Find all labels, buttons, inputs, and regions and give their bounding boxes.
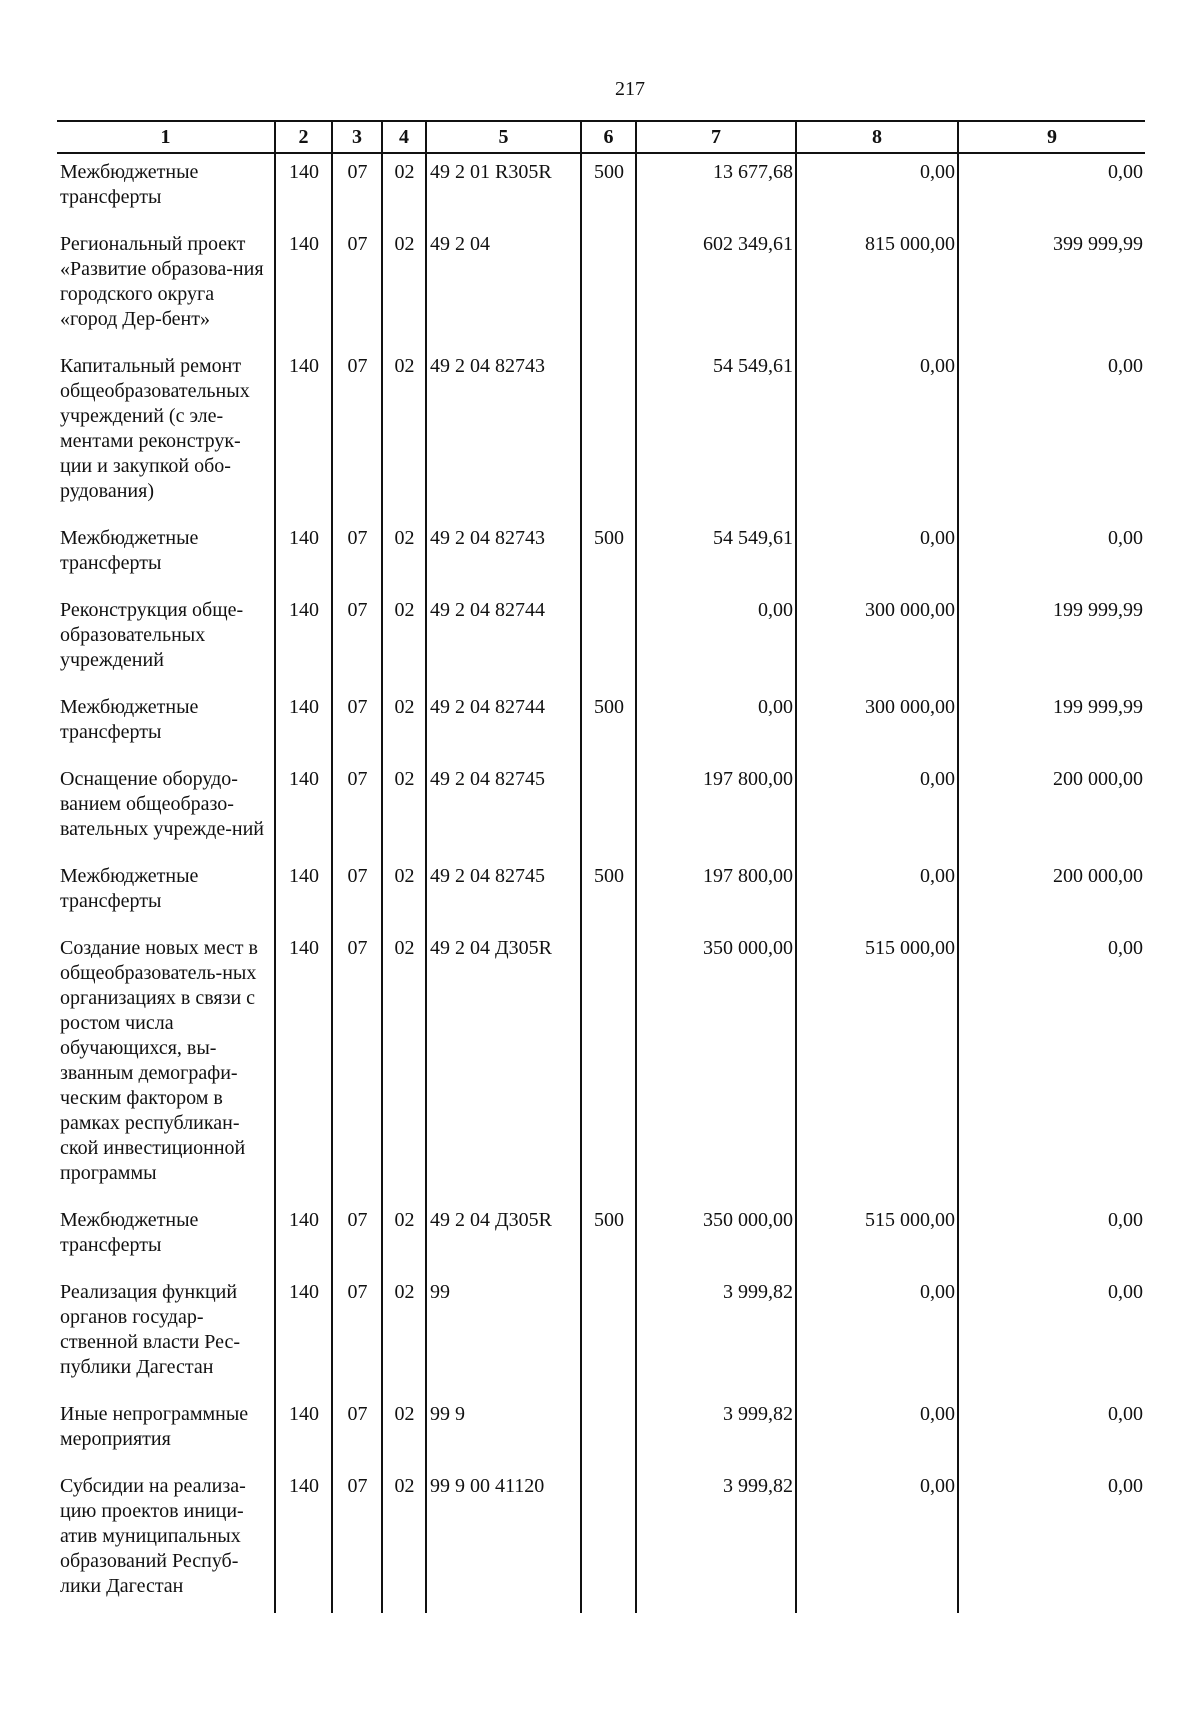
amount-col8-cell: 0,00 (796, 1272, 958, 1394)
amount-col8-cell: 300 000,00 (796, 590, 958, 687)
expense-type-code-cell: 500 (581, 153, 636, 224)
section-code-cell: 07 (332, 928, 382, 1200)
subsection-code-cell: 02 (382, 1466, 426, 1613)
ministry-code-cell: 140 (275, 687, 332, 759)
column-header: 6 (581, 121, 636, 153)
target-item-code-cell: 49 2 04 (426, 224, 581, 346)
amount-col8-cell: 0,00 (796, 346, 958, 518)
amount-col8-cell: 515 000,00 (796, 928, 958, 1200)
item-name-cell: Капитальный ремонт общеобразовательных учреждений (с эле-ментами реконструк-ции и закупкой обо-рудования) (60, 355, 250, 502)
table-row (57, 153, 1145, 224)
target-item-code-cell: 49 2 04 82743 (426, 346, 581, 518)
column-header: 5 (426, 121, 581, 153)
amount-col7-cell: 0,00 (636, 590, 796, 687)
target-item-code-cell: 49 2 04 Д305R (426, 1200, 581, 1272)
column-header: 3 (332, 121, 382, 153)
table-row (57, 1466, 1145, 1613)
subsection-code-cell: 02 (382, 224, 426, 346)
item-name-cell: Оснащение оборудо-ванием общеобразо-вательных учрежде-ний (60, 768, 264, 840)
amount-col7-cell: 54 549,61 (636, 346, 796, 518)
expense-type-code-cell: 500 (581, 518, 636, 590)
subsection-code-cell: 02 (382, 928, 426, 1200)
amount-col7-cell: 0,00 (636, 687, 796, 759)
target-item-code-cell: 99 9 00 41120 (426, 1466, 581, 1613)
subsection-code-cell: 02 (382, 346, 426, 518)
table-row (57, 687, 1145, 759)
item-name-cell: Реконструкция обще-образовательных учреждений (60, 599, 244, 671)
amount-col9-cell: 200 000,00 (958, 856, 1145, 928)
amount-col8-cell: 515 000,00 (796, 1200, 958, 1272)
table-row (57, 346, 1145, 518)
budget-table (57, 120, 1145, 1613)
expense-type-code-cell (581, 1272, 636, 1394)
section-code-cell: 07 (332, 856, 382, 928)
amount-col8-cell: 0,00 (796, 759, 958, 856)
section-code-cell: 07 (332, 224, 382, 346)
amount-col9-cell: 0,00 (958, 1200, 1145, 1272)
target-item-code-cell: 49 2 04 82744 (426, 687, 581, 759)
target-item-code-cell: 49 2 04 82743 (426, 518, 581, 590)
amount-col9-cell: 0,00 (958, 1272, 1145, 1394)
ministry-code-cell: 140 (275, 590, 332, 687)
ministry-code-cell: 140 (275, 518, 332, 590)
ministry-code-cell: 140 (275, 1394, 332, 1466)
target-item-code-cell: 49 2 04 82745 (426, 856, 581, 928)
section-code-cell: 07 (332, 1394, 382, 1466)
item-name-cell: Межбюджетные трансферты (60, 1209, 199, 1256)
table-row (57, 518, 1145, 590)
table-row (57, 928, 1145, 1200)
amount-col7-cell: 3 999,82 (636, 1272, 796, 1394)
amount-col9-cell: 0,00 (958, 1394, 1145, 1466)
subsection-code-cell: 02 (382, 759, 426, 856)
section-code-cell: 07 (332, 590, 382, 687)
item-name-cell: Иные непрограммные мероприятия (60, 1403, 249, 1450)
item-name-cell: Создание новых мест в общеобразователь-ных организациях в связи с ростом числа обучающихся, вы-званным демографи-ческим фактором в рамках республикан-ской инвестиционной программы (60, 937, 258, 1184)
expense-type-code-cell (581, 1466, 636, 1613)
column-header: 9 (958, 121, 1145, 153)
column-header: 7 (636, 121, 796, 153)
amount-col9-cell: 0,00 (958, 928, 1145, 1200)
table-row (57, 856, 1145, 928)
amount-col9-cell: 200 000,00 (958, 759, 1145, 856)
expense-type-code-cell: 500 (581, 1200, 636, 1272)
section-code-cell: 07 (332, 687, 382, 759)
subsection-code-cell: 02 (382, 153, 426, 224)
amount-col9-cell: 199 999,99 (958, 687, 1145, 759)
column-header: 4 (382, 121, 426, 153)
amount-col9-cell: 399 999,99 (958, 224, 1145, 346)
amount-col8-cell: 0,00 (796, 1394, 958, 1466)
subsection-code-cell: 02 (382, 1272, 426, 1394)
target-item-code-cell: 49 2 04 82744 (426, 590, 581, 687)
item-name-cell: Региональный проект «Развитие образова-ния городского округа «город Дер-бент» (60, 233, 264, 330)
amount-col7-cell: 3 999,82 (636, 1394, 796, 1466)
ministry-code-cell: 140 (275, 856, 332, 928)
amount-col9-cell: 199 999,99 (958, 590, 1145, 687)
expense-type-code-cell (581, 759, 636, 856)
amount-col9-cell: 0,00 (958, 153, 1145, 224)
amount-col7-cell: 197 800,00 (636, 759, 796, 856)
amount-col9-cell: 0,00 (958, 518, 1145, 590)
item-name-cell: Межбюджетные трансферты (60, 161, 199, 208)
ministry-code-cell: 140 (275, 1200, 332, 1272)
expense-type-code-cell: 500 (581, 856, 636, 928)
amount-col7-cell: 197 800,00 (636, 856, 796, 928)
subsection-code-cell: 02 (382, 1200, 426, 1272)
amount-col8-cell: 815 000,00 (796, 224, 958, 346)
target-item-code-cell: 49 2 04 Д305R (426, 928, 581, 1200)
table-header-row (57, 121, 1145, 153)
ministry-code-cell: 140 (275, 1466, 332, 1613)
target-item-code-cell: 49 2 01 R305R (426, 153, 581, 224)
section-code-cell: 07 (332, 153, 382, 224)
section-code-cell: 07 (332, 346, 382, 518)
column-header: 1 (57, 121, 275, 153)
subsection-code-cell: 02 (382, 1394, 426, 1466)
amount-col7-cell: 54 549,61 (636, 518, 796, 590)
page-number: 217 (615, 78, 645, 100)
table-row (57, 590, 1145, 687)
amount-col9-cell: 0,00 (958, 1466, 1145, 1613)
section-code-cell: 07 (332, 759, 382, 856)
section-code-cell: 07 (332, 1272, 382, 1394)
target-item-code-cell: 49 2 04 82745 (426, 759, 581, 856)
amount-col8-cell: 0,00 (796, 153, 958, 224)
section-code-cell: 07 (332, 518, 382, 590)
expense-type-code-cell (581, 1394, 636, 1466)
target-item-code-cell: 99 (426, 1272, 581, 1394)
ministry-code-cell: 140 (275, 153, 332, 224)
item-name-cell: Межбюджетные трансферты (60, 865, 199, 912)
table-body (57, 153, 1145, 1613)
amount-col9-cell: 0,00 (958, 346, 1145, 518)
amount-col7-cell: 13 677,68 (636, 153, 796, 224)
ministry-code-cell: 140 (275, 1272, 332, 1394)
item-name-cell: Субсидии на реализа-цию проектов иници-атив муниципальных образований Респуб-лики Дагестан (60, 1475, 246, 1597)
subsection-code-cell: 02 (382, 687, 426, 759)
expense-type-code-cell (581, 590, 636, 687)
item-name-cell: Межбюджетные трансферты (60, 696, 199, 743)
table-row (57, 1272, 1145, 1394)
target-item-code-cell: 99 9 (426, 1394, 581, 1466)
amount-col8-cell: 0,00 (796, 518, 958, 590)
column-header: 8 (796, 121, 958, 153)
subsection-code-cell: 02 (382, 856, 426, 928)
column-header: 2 (275, 121, 332, 153)
amount-col7-cell: 350 000,00 (636, 1200, 796, 1272)
ministry-code-cell: 140 (275, 224, 332, 346)
table-row (57, 1200, 1145, 1272)
item-name-cell: Межбюджетные трансферты (60, 527, 199, 574)
ministry-code-cell: 140 (275, 928, 332, 1200)
section-code-cell: 07 (332, 1200, 382, 1272)
expense-type-code-cell: 500 (581, 687, 636, 759)
section-code-cell: 07 (332, 1466, 382, 1613)
amount-col7-cell: 3 999,82 (636, 1466, 796, 1613)
table-row (57, 224, 1145, 346)
amount-col7-cell: 602 349,61 (636, 224, 796, 346)
amount-col8-cell: 300 000,00 (796, 687, 958, 759)
expense-type-code-cell (581, 224, 636, 346)
table-row (57, 759, 1145, 856)
table-row (57, 1394, 1145, 1466)
expense-type-code-cell (581, 346, 636, 518)
item-name-cell: Реализация функций органов государ-ственной власти Рес-публики Дагестан (60, 1281, 241, 1378)
amount-col8-cell: 0,00 (796, 1466, 958, 1613)
amount-col7-cell: 350 000,00 (636, 928, 796, 1200)
expense-type-code-cell (581, 928, 636, 1200)
amount-col8-cell: 0,00 (796, 856, 958, 928)
subsection-code-cell: 02 (382, 518, 426, 590)
subsection-code-cell: 02 (382, 590, 426, 687)
ministry-code-cell: 140 (275, 759, 332, 856)
ministry-code-cell: 140 (275, 346, 332, 518)
